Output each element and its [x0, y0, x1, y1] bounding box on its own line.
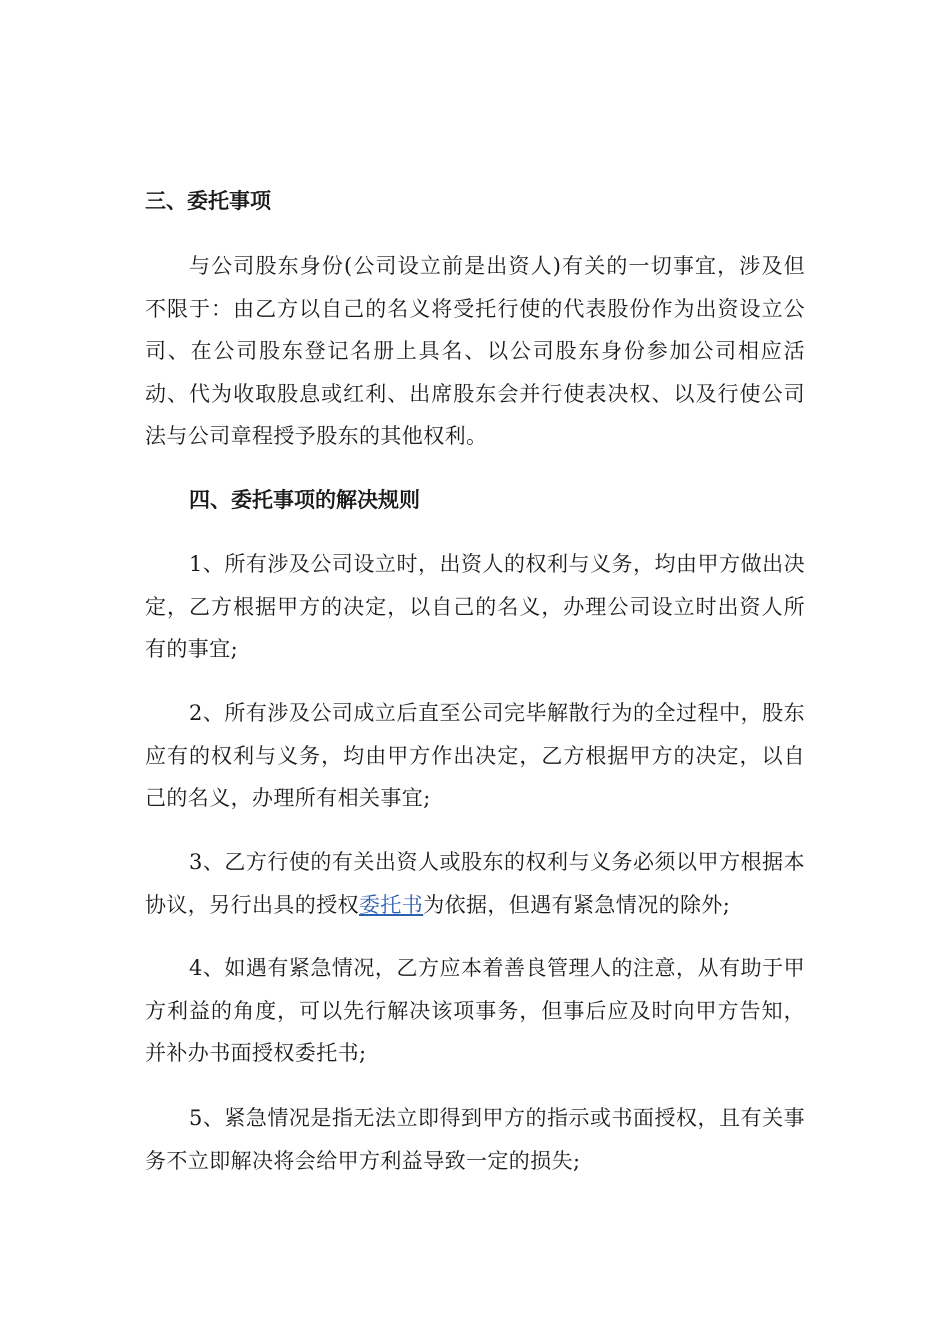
section-4-heading: 四、委托事项的解决规则	[189, 488, 420, 512]
section-3-heading: 三、委托事项	[145, 189, 271, 213]
rule-4-paragraph: 4、如遇有紧急情况，乙方应本着善良管理人的注意，从有助于甲方利益的角度，可以先行解决该项事务，但事后应及时向甲方告知，并补办书面授权委托书;	[145, 956, 805, 1065]
power-of-attorney-link[interactable]: 委托书	[359, 892, 424, 917]
rule-3-text-after: 为依据，但遇有紧急情况的除外;	[423, 892, 731, 917]
rule-3-text-before: 3、乙方行使的有关出资人或股东的权利与义务必须以甲方根据本协议，另行出具的授权	[145, 850, 805, 917]
rule-2-paragraph: 2、所有涉及公司成立后直至公司完毕解散行为的全过程中，股东应有的权利与义务，均由甲方作出决定，乙方根据甲方的决定，以自己的名义，办理所有相关事宜;	[145, 701, 805, 810]
section-3-paragraph: 与公司股东身份(公司设立前是出资人)有关的一切事宜，涉及但不限于：由乙方以自己的名义将受托行使的代表股份作为出资设立公司、在公司股东登记名册上具名、以公司股东身份参加公司相应活动、代为收取股息或红利、出席股东会并行使表决权、以及行使公司法与公司章程授予股东的其他权利。	[145, 254, 805, 448]
rule-1-paragraph: 1、所有涉及公司设立时，出资人的权利与义务，均由甲方做出决定，乙方根据甲方的决定，以自己的名义，办理公司设立时出资人所有的事宜;	[145, 552, 805, 661]
rule-3-paragraph	[145, 841, 805, 926]
rule-5-paragraph: 5、紧急情况是指无法立即得到甲方的指示或书面授权，且有关事务不立即解决将会给甲方利益导致一定的损失;	[145, 1106, 805, 1173]
